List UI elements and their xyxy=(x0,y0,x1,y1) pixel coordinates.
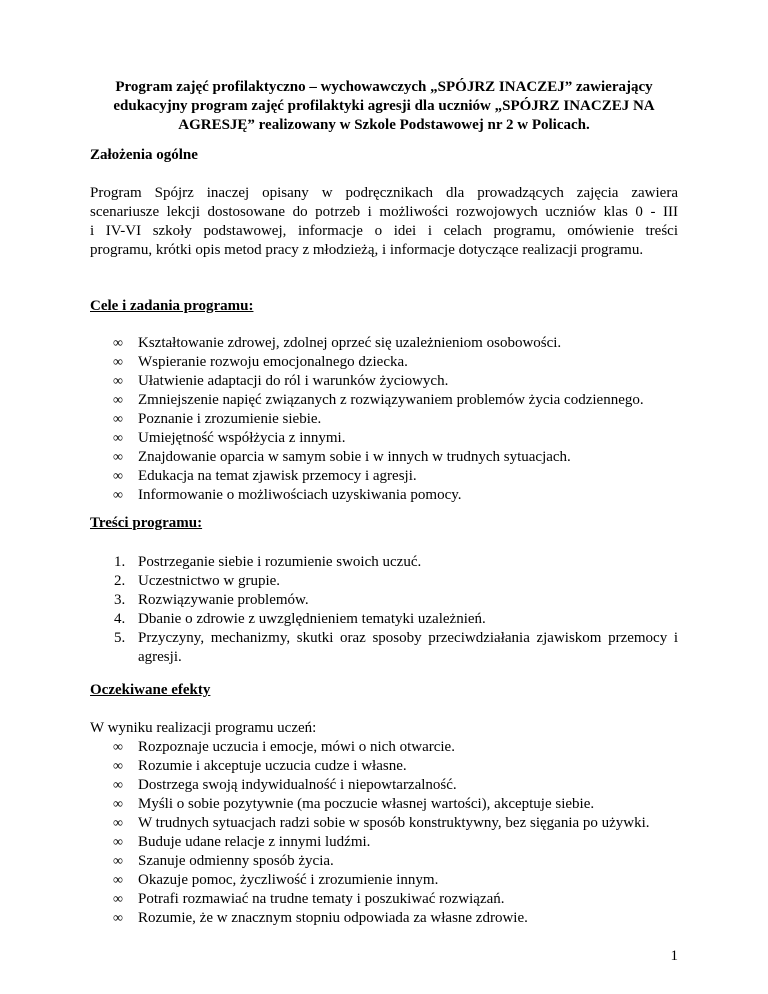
list-item-text: Postrzeganie siebie i rozumienie swoich uczuć. xyxy=(138,554,422,570)
title-line: Program zajęć profilaktyczno – wychowawczych „SPÓJRZ INACZEJ” zawierający xyxy=(115,79,653,95)
list-item xyxy=(113,429,644,448)
list-item xyxy=(113,871,650,890)
goals-list xyxy=(113,334,644,505)
list-item xyxy=(114,553,678,572)
paragraph-line: i IV-VI szkoły podstawowej, informacje o idei i celach programu, omówienie treści xyxy=(90,223,678,239)
infinity-bullet-icon: ∞ xyxy=(113,873,123,888)
infinity-bullet-icon: ∞ xyxy=(113,740,123,755)
list-item xyxy=(114,591,678,610)
list-item xyxy=(113,467,644,486)
title-line: edukacyjny program zajęć profilaktyki agresji dla uczniów „SPÓJRZ INACZEJ NA xyxy=(113,98,655,114)
list-item xyxy=(113,833,650,852)
assumptions-paragraph xyxy=(90,184,678,260)
document-title xyxy=(90,78,678,135)
list-item xyxy=(113,391,644,410)
list-item-text: Potrafi rozmawiać na trudne tematy i poszukiwać rozwiązań. xyxy=(138,891,505,907)
list-item xyxy=(113,410,644,429)
list-item xyxy=(113,448,644,467)
list-item xyxy=(113,334,644,353)
list-item-text: Przyczyny, mechanizmy, skutki oraz sposoby przeciwdziałania zjawiskom przemocy i xyxy=(138,630,678,646)
list-item xyxy=(113,486,644,505)
section-heading-goals: Cele i zadania programu: xyxy=(90,298,254,314)
list-item xyxy=(113,372,644,391)
list-item-text: Rozwiązywanie problemów. xyxy=(138,592,309,608)
list-item-text: Rozpoznaje uczucia i emocje, mówi o nich otwarcie. xyxy=(138,739,455,755)
list-item xyxy=(113,890,650,909)
section-heading-expected-results: Oczekiwane efekty xyxy=(90,682,211,698)
contents-list xyxy=(114,553,678,667)
infinity-bullet-icon: ∞ xyxy=(113,431,123,446)
list-item xyxy=(113,814,650,833)
section-heading-contents: Treści programu: xyxy=(90,515,203,531)
infinity-bullet-icon: ∞ xyxy=(113,892,123,907)
infinity-bullet-icon: ∞ xyxy=(113,393,123,408)
list-item xyxy=(113,757,650,776)
infinity-bullet-icon: ∞ xyxy=(113,759,123,774)
infinity-bullet-icon: ∞ xyxy=(113,336,123,351)
infinity-bullet-icon: ∞ xyxy=(113,854,123,869)
list-number: 2. xyxy=(114,573,126,589)
infinity-bullet-icon: ∞ xyxy=(113,797,123,812)
infinity-bullet-icon: ∞ xyxy=(113,469,123,484)
list-item xyxy=(113,776,650,795)
infinity-bullet-icon: ∞ xyxy=(113,778,123,793)
list-item xyxy=(114,629,678,667)
list-item-text: W trudnych sytuacjach radzi sobie w sposób konstruktywny, bez sięgania po używki. xyxy=(138,815,650,831)
infinity-bullet-icon: ∞ xyxy=(113,412,123,427)
paragraph-line: Program Spójrz inaczej opisany w podręcznikach dla prowadzących zajęcia zawiera xyxy=(90,185,678,201)
list-item xyxy=(113,909,650,928)
infinity-bullet-icon: ∞ xyxy=(113,355,123,370)
infinity-bullet-icon: ∞ xyxy=(113,911,123,926)
list-item xyxy=(114,610,678,629)
infinity-bullet-icon: ∞ xyxy=(113,488,123,503)
list-item xyxy=(113,353,644,372)
list-item-text: Poznanie i zrozumienie siebie. xyxy=(138,411,322,427)
infinity-bullet-icon: ∞ xyxy=(113,835,123,850)
list-item-text: Myśli o sobie pozytywnie (ma poczucie własnej wartości), akceptuje siebie. xyxy=(138,796,595,812)
list-item-text: Edukacja na temat zjawisk przemocy i agresji. xyxy=(138,468,417,484)
list-item xyxy=(113,795,650,814)
list-item xyxy=(114,572,678,591)
list-item xyxy=(113,738,650,757)
list-item-text: Zmniejszenie napięć związanych z rozwiązywaniem problemów życia codziennego. xyxy=(138,392,644,408)
list-item-text: Dbanie o zdrowie z uwzględnieniem tematyki uzależnień. xyxy=(138,611,486,627)
list-item-text: Okazuje pomoc, życzliwość i zrozumienie innym. xyxy=(138,872,439,888)
list-item-text: Umiejętność współżycia z innymi. xyxy=(138,430,346,446)
list-item xyxy=(113,852,650,871)
list-item-text: Uczestnictwo w grupie. xyxy=(138,573,281,589)
list-number: 1. xyxy=(114,554,126,570)
list-item-text: Szanuje odmienny sposób życia. xyxy=(138,853,334,869)
infinity-bullet-icon: ∞ xyxy=(113,374,123,389)
list-item-text: Informowanie o możliwościach uzyskiwania pomocy. xyxy=(138,487,462,503)
list-number: 4. xyxy=(114,611,126,627)
list-item-text: Rozumie i akceptuje uczucia cudze i własne. xyxy=(138,758,407,774)
list-item-text: Dostrzega swoją indywidualność i niepowtarzalność. xyxy=(138,777,457,793)
list-item-text: Rozumie, że w znacznym stopniu odpowiada za własne zdrowie. xyxy=(138,910,528,926)
title-line: AGRESJĘ” realizowany w Szkole Podstawowej nr 2 w Policach. xyxy=(178,117,590,133)
list-item-text: Wspieranie rozwoju emocjonalnego dziecka. xyxy=(138,354,408,370)
paragraph-line: scenariusze lekcji dostosowane do potrzeb i możliwości rozwojowych uczniów klas 0 - III xyxy=(90,204,678,220)
list-number: 5. xyxy=(114,630,126,646)
list-item-text: Ułatwienie adaptacji do ról i warunków życiowych. xyxy=(138,373,449,389)
section-heading-assumptions: Założenia ogólne xyxy=(90,147,198,163)
list-number: 3. xyxy=(114,592,126,608)
paragraph-line: programu, krótki opis metod pracy z młodzieżą, i informacje dotyczące realizacji programu. xyxy=(90,242,644,258)
infinity-bullet-icon: ∞ xyxy=(113,816,123,831)
list-item-text-continued: agresji. xyxy=(138,649,182,665)
page-number: 1 xyxy=(670,948,678,964)
list-item-text: Znajdowanie oparcia w samym sobie i w innych w trudnych sytuacjach. xyxy=(138,449,571,465)
list-item-text: Kształtowanie zdrowej, zdolnej oprzeć się uzależnieniom osobowości. xyxy=(138,335,562,351)
results-list xyxy=(113,738,650,928)
infinity-bullet-icon: ∞ xyxy=(113,450,123,465)
results-intro: W wyniku realizacji programu uczeń: xyxy=(90,720,317,736)
list-item-text: Buduje udane relacje z innymi ludźmi. xyxy=(138,834,371,850)
